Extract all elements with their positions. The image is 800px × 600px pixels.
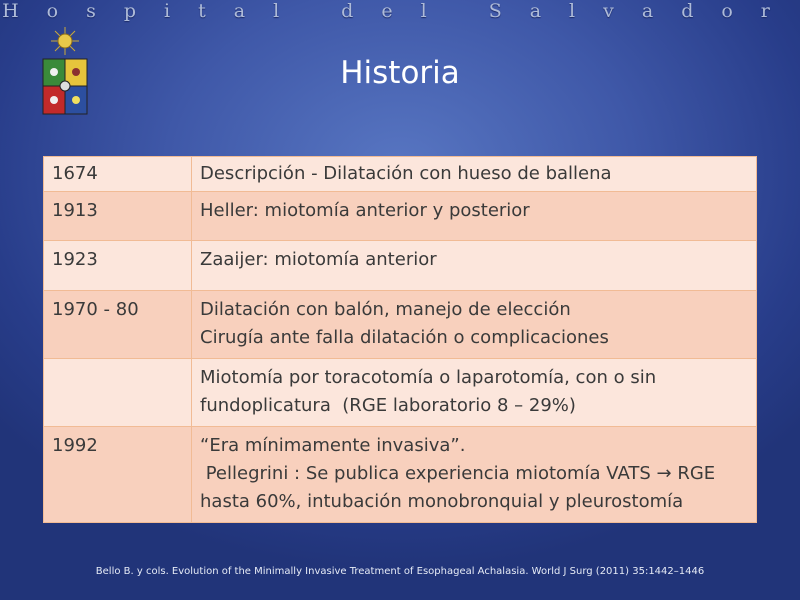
year-cell — [44, 359, 192, 427]
institution-header: Hospital del Salvador — [2, 0, 798, 22]
table-row — [44, 427, 757, 523]
year-cell: 1992 — [44, 427, 192, 523]
citation-footer: Bello B. y cols. Evolution of the Minimally Invasive Treatment of Esophageal Achalasia. World J Surg (2011) 35:1442–1446 — [95, 566, 705, 577]
event-line: Heller: miotomía anterior y posterior — [200, 200, 530, 221]
year-cell: 1970 - 80 — [44, 291, 192, 359]
event-cell — [192, 427, 757, 523]
event-cell — [192, 291, 757, 359]
table-row — [44, 157, 757, 192]
event-line: “Era mínimamente invasiva”. — [200, 435, 466, 456]
table-row — [44, 359, 757, 427]
event-cell — [192, 241, 757, 291]
table-row — [44, 241, 757, 291]
event-line: Miotomía por toracotomía o laparotomía, con o sin — [200, 367, 657, 388]
event-cell — [192, 359, 757, 427]
event-cell — [192, 192, 757, 241]
year-cell: 1913 — [44, 192, 192, 241]
year-cell: 1674 — [44, 157, 192, 192]
event-cell — [192, 157, 757, 192]
event-line: hasta 60%, intubación monobronquial y pleurostomía — [200, 491, 684, 512]
history-table — [43, 156, 757, 523]
event-line: Descripción - Dilatación con hueso de ballena — [200, 163, 612, 184]
slide-title: Historia — [340, 55, 460, 91]
event-line: Dilatación con balón, manejo de elección — [200, 299, 571, 320]
table-row — [44, 291, 757, 359]
table-row — [44, 192, 757, 241]
event-line: Pellegrini : Se publica experiencia miotomía VATS → RGE — [200, 463, 716, 484]
event-line: Zaaijer: miotomía anterior — [200, 249, 437, 270]
year-cell: 1923 — [44, 241, 192, 291]
event-line: fundoplicatura (RGE laboratorio 8 – 29%) — [200, 395, 576, 416]
event-line: Cirugía ante falla dilatación o complicaciones — [200, 327, 609, 348]
